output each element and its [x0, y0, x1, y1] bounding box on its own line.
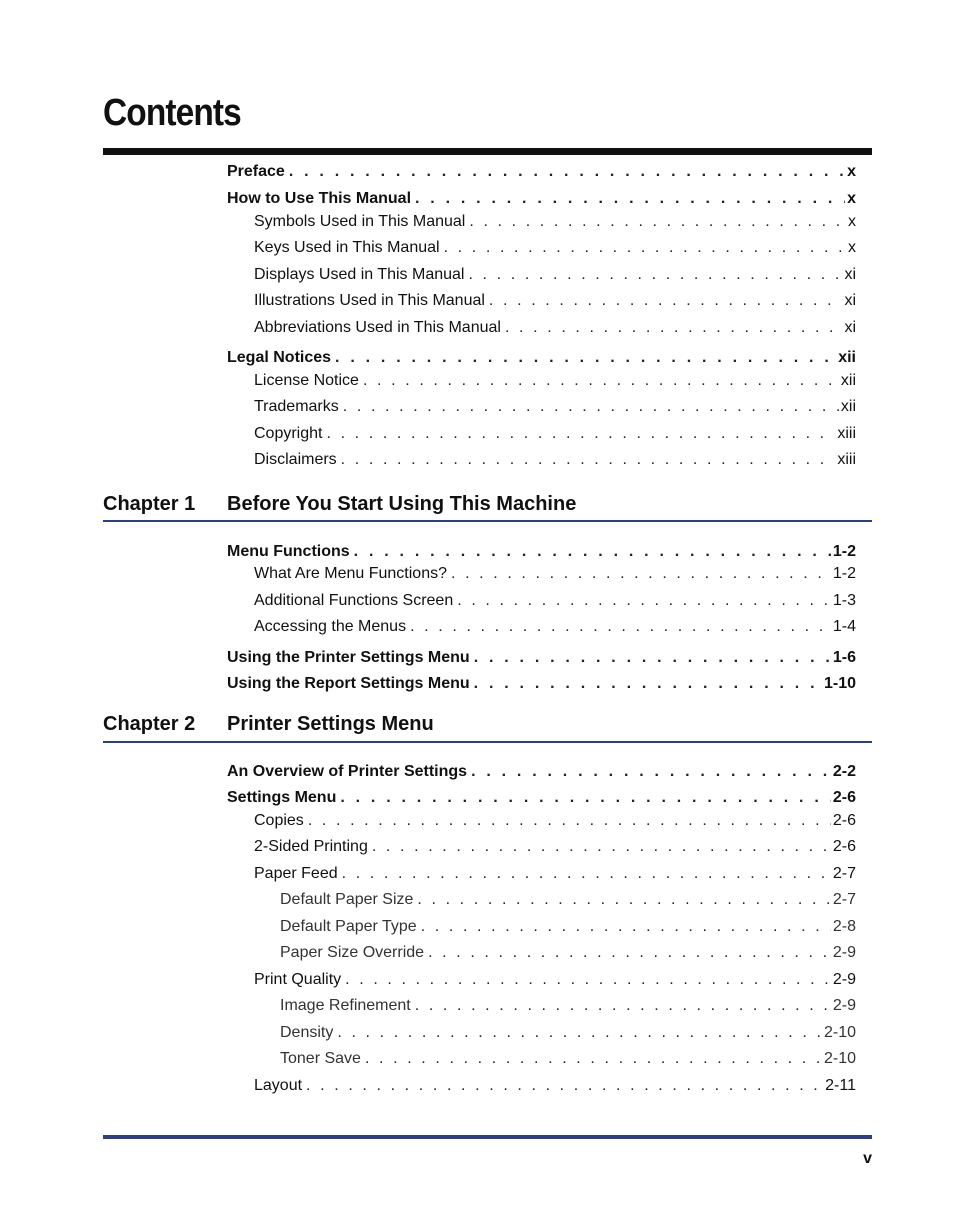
page-title: Contents — [103, 92, 241, 134]
chapter-rule — [103, 741, 872, 743]
toc-entry-label: Paper Feed — [254, 865, 338, 882]
leader-dots — [474, 675, 822, 693]
toc-entry-label: Menu Functions — [227, 543, 350, 560]
leader-dots — [444, 239, 846, 257]
toc-entry-label: Illustrations Used in This Manual — [254, 292, 485, 309]
leader-dots — [326, 425, 835, 443]
toc-entry-overview-printer-settings[interactable] — [227, 763, 856, 785]
toc-entry-page: xiii — [837, 451, 856, 468]
toc-entry-page: 1-4 — [832, 618, 856, 635]
toc-entry-page: x — [847, 190, 856, 207]
toc-entry-label: Accessing the Menus — [254, 618, 407, 635]
toc-entry-page: 2-7 — [832, 891, 856, 908]
toc-entry-label: Legal Notices — [227, 349, 332, 366]
toc-entry-additional-functions[interactable] — [254, 592, 856, 614]
leader-dots — [340, 789, 831, 807]
toc-entry-copyright[interactable] — [254, 425, 856, 447]
leader-dots — [308, 812, 831, 830]
footer-rule — [103, 1135, 872, 1139]
toc-entry-preface[interactable] — [227, 163, 856, 185]
toc-entry-label: Density — [280, 1024, 334, 1041]
toc-entry-symbols[interactable] — [254, 213, 856, 235]
toc-entry-report-settings-menu[interactable] — [227, 675, 856, 697]
toc-entry-page: 2-10 — [823, 1050, 856, 1067]
toc-entry-print-quality[interactable] — [254, 971, 856, 993]
toc-entry-label: Paper Size Override — [280, 944, 425, 961]
toc-entry-toner-save[interactable] — [280, 1050, 856, 1072]
chapter-title: Before You Start Using This Machine — [227, 493, 577, 515]
leader-dots — [363, 372, 839, 390]
toc-entry-keys[interactable] — [254, 239, 856, 261]
leader-dots — [451, 565, 831, 583]
leader-dots — [421, 918, 831, 936]
toc-entry-what-are-menu-functions[interactable] — [254, 565, 856, 587]
toc-entry-page: 2-2 — [832, 763, 856, 780]
toc-entry-menu-functions[interactable] — [227, 543, 856, 565]
toc-entry-accessing-menus[interactable] — [254, 618, 856, 640]
toc-entry-label: Additional Functions Screen — [254, 592, 454, 609]
toc-entry-page: x — [847, 163, 856, 180]
leader-dots — [337, 1024, 822, 1042]
toc-entry-license-notice[interactable] — [254, 372, 856, 394]
leader-dots — [365, 1050, 822, 1068]
toc-entry-label: Copies — [254, 812, 304, 829]
toc-entry-page: 2-9 — [832, 971, 856, 988]
toc-entry-label: Image Refinement — [280, 997, 411, 1014]
leader-dots — [341, 451, 836, 469]
toc-entry-label: Symbols Used in This Manual — [254, 213, 466, 230]
toc-entry-page: 1-3 — [832, 592, 856, 609]
toc-entry-illustrations[interactable] — [254, 292, 856, 314]
leader-dots — [306, 1077, 823, 1095]
toc-entry-copies[interactable] — [254, 812, 856, 834]
chapter-title: Printer Settings Menu — [227, 713, 434, 735]
toc-entry-printer-settings-menu[interactable] — [227, 649, 856, 671]
toc-entry-label: Layout — [254, 1077, 303, 1094]
leader-dots — [372, 838, 831, 856]
toc-entry-layout[interactable] — [254, 1077, 856, 1099]
toc-entry-page: xi — [844, 266, 856, 283]
leader-dots — [343, 398, 839, 416]
toc-entry-label: An Overview of Printer Settings — [227, 763, 468, 780]
toc-entry-default-paper-type[interactable] — [280, 918, 856, 940]
toc-entry-label: Trademarks — [254, 398, 339, 415]
toc-entry-page: 1-2 — [832, 565, 856, 582]
toc-entry-label: Using the Report Settings Menu — [227, 675, 470, 692]
chapter-1-heading[interactable] — [103, 493, 872, 521]
toc-entry-page: 2-9 — [832, 997, 856, 1014]
toc-entry-page: x — [848, 213, 856, 230]
leader-dots — [457, 592, 831, 610]
leader-dots — [469, 213, 846, 231]
toc-entry-2-sided-printing[interactable] — [254, 838, 856, 860]
toc-entry-page: 1-2 — [832, 543, 856, 560]
toc-entry-default-paper-size[interactable] — [280, 891, 856, 913]
toc-entry-label: Displays Used in This Manual — [254, 266, 465, 283]
toc-entry-label: What Are Menu Functions? — [254, 565, 447, 582]
toc-entry-page: xii — [840, 398, 856, 415]
toc-entry-page: 2-11 — [825, 1077, 856, 1094]
leader-dots — [354, 543, 831, 561]
leader-dots — [342, 865, 831, 883]
toc-entry-label: Copyright — [254, 425, 323, 442]
leader-dots — [505, 319, 842, 337]
toc-entry-density[interactable] — [280, 1024, 856, 1046]
leader-dots — [335, 349, 836, 367]
toc-entry-legal-notices[interactable] — [227, 349, 856, 371]
leader-dots — [345, 971, 831, 989]
leader-dots — [410, 618, 831, 636]
toc-entry-image-refinement[interactable] — [280, 997, 856, 1019]
chapter-2-heading[interactable] — [103, 713, 872, 741]
toc-entry-label: Default Paper Size — [280, 891, 414, 908]
leader-dots — [468, 266, 842, 284]
chapter-rule — [103, 520, 872, 522]
chapter-number: Chapter 1 — [103, 493, 196, 515]
chapter-number: Chapter 2 — [103, 713, 196, 735]
toc-entry-page: x — [848, 239, 856, 256]
toc-entry-label: Disclaimers — [254, 451, 337, 468]
toc-entry-displays[interactable] — [254, 266, 856, 288]
toc-entry-page: xi — [844, 319, 856, 336]
toc-entry-page: 2-10 — [823, 1024, 856, 1041]
toc-entry-how-to-use[interactable] — [227, 190, 856, 212]
page-number: v — [863, 1150, 872, 1167]
toc-entry-label: Default Paper Type — [280, 918, 417, 935]
toc-entry-page: xi — [844, 292, 856, 309]
toc-entry-paper-size-override[interactable] — [280, 944, 856, 966]
toc-entry-page: 2-9 — [832, 944, 856, 961]
toc-entry-page: xiii — [837, 425, 856, 442]
toc-entry-page: 2-7 — [832, 865, 856, 882]
toc-entry-page: 2-8 — [832, 918, 856, 935]
toc-entry-disclaimers[interactable] — [254, 451, 856, 473]
leader-dots — [415, 997, 831, 1015]
leader-dots — [417, 891, 830, 909]
toc-entry-page: 2-6 — [832, 812, 856, 829]
toc-entry-label: Using the Printer Settings Menu — [227, 649, 470, 666]
toc-entry-page: 2-6 — [832, 789, 856, 806]
toc-entry-label: Settings Menu — [227, 789, 337, 806]
toc-entry-page: xii — [838, 349, 856, 366]
leader-dots — [489, 292, 843, 310]
toc-entry-label: Abbreviations Used in This Manual — [254, 319, 501, 336]
toc-entry-label: License Notice — [254, 372, 359, 389]
toc-entry-label: Preface — [227, 163, 285, 180]
toc-entry-abbreviations[interactable] — [254, 319, 856, 341]
leader-dots — [289, 163, 845, 181]
leader-dots — [428, 944, 831, 962]
leader-dots — [471, 763, 831, 781]
leader-dots — [474, 649, 831, 667]
toc-entry-label: How to Use This Manual — [227, 190, 412, 207]
toc-entry-paper-feed[interactable] — [254, 865, 856, 887]
toc-entry-page: 1-10 — [823, 675, 856, 692]
toc-entry-label: Print Quality — [254, 971, 342, 988]
toc-entry-label: Toner Save — [280, 1050, 361, 1067]
toc-entry-page: xii — [840, 372, 856, 389]
toc-entry-label: 2-Sided Printing — [254, 838, 368, 855]
toc-entry-page: 1-6 — [832, 649, 856, 666]
title-rule — [103, 148, 872, 155]
toc-entry-trademarks[interactable] — [254, 398, 856, 420]
toc-entry-label: Keys Used in This Manual — [254, 239, 440, 256]
toc-entry-settings-menu[interactable] — [227, 789, 856, 811]
leader-dots — [415, 190, 845, 208]
toc-entry-page: 2-6 — [832, 838, 856, 855]
